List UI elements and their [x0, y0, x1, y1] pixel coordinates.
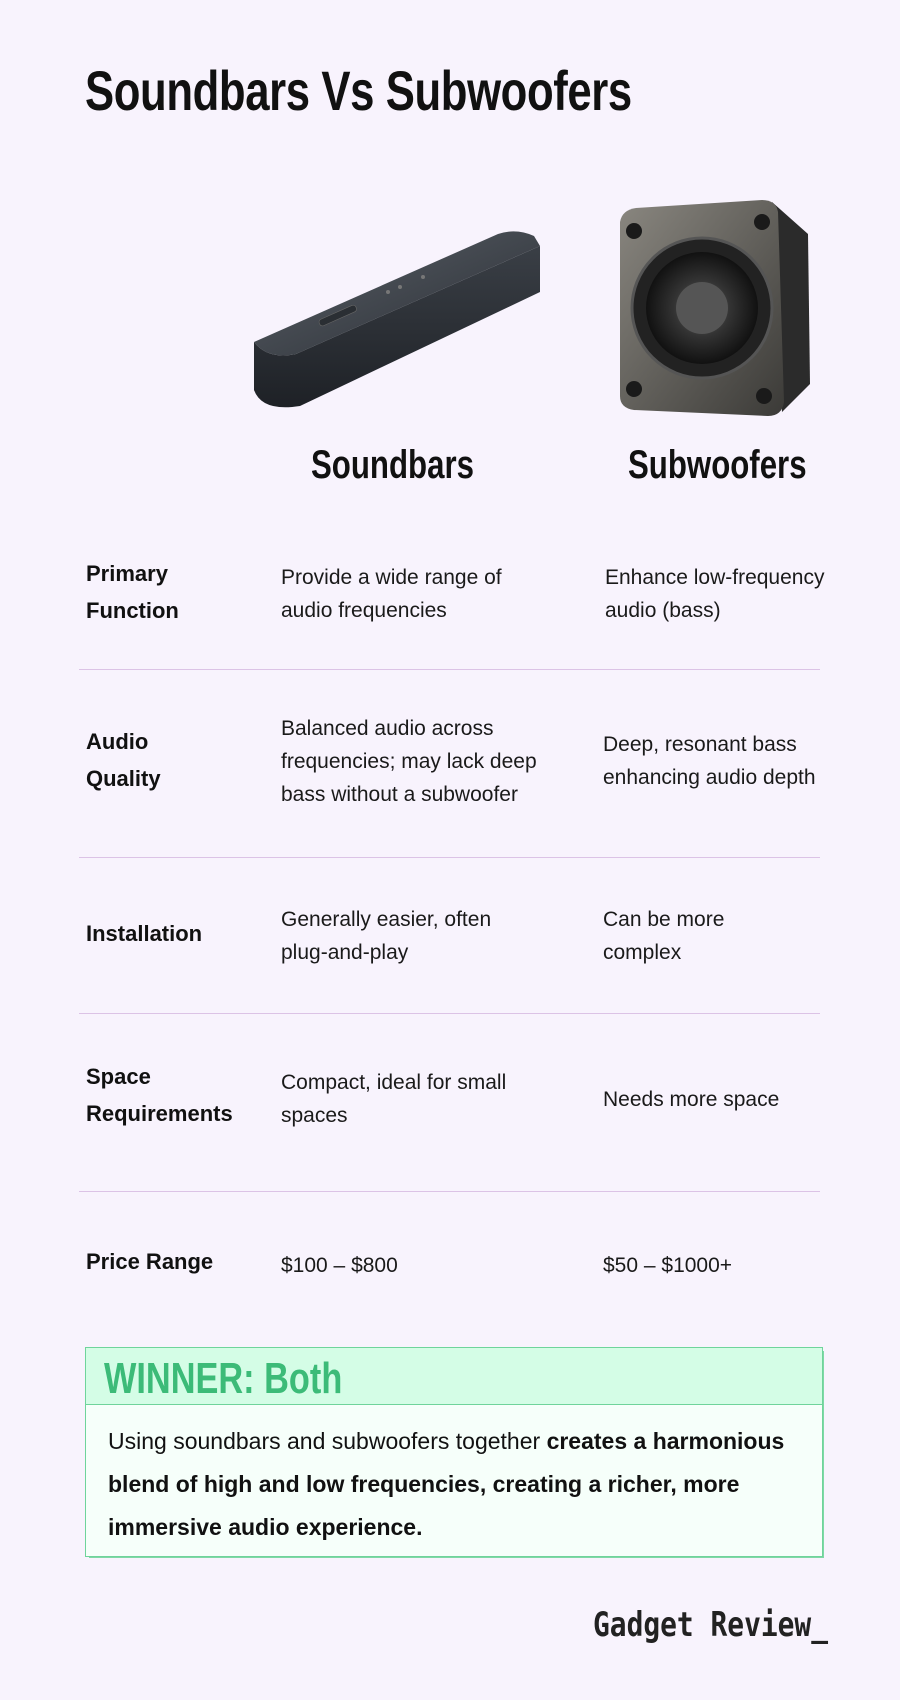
winner-text-regular: Using soundbars and subwoofers together	[108, 1428, 547, 1454]
soundbars-cell: Balanced audio across frequencies; may lack deep bass without a subwoofer	[281, 717, 537, 806]
winner-text	[108, 1420, 808, 1549]
row-label: Audio Quality	[86, 729, 161, 791]
column-header-soundbars: Soundbars	[311, 443, 474, 487]
row-divider	[79, 1013, 820, 1014]
subwoofers-cell: $50 – $1000+	[603, 1254, 733, 1277]
subwoofers-cell: Can be more complex	[603, 908, 725, 964]
winner-title: WINNER: Both	[104, 1354, 343, 1403]
soundbar-image	[248, 222, 548, 417]
subwoofers-cell: Enhance low-frequency audio (bass)	[605, 566, 825, 622]
soundbars-cell: Generally easier, often plug-and-play	[281, 908, 492, 964]
winner-box	[85, 1347, 824, 1558]
column-header-subwoofers: Subwoofers	[628, 443, 807, 487]
row-label: Installation	[86, 921, 203, 946]
page-title: Soundbars Vs Subwoofers	[85, 59, 632, 122]
subwoofers-cell: Needs more space	[603, 1088, 780, 1111]
row-divider	[79, 857, 820, 858]
soundbars-cell: Provide a wide range of audio frequencies	[281, 566, 502, 622]
row-label: Price Range	[86, 1249, 214, 1274]
soundbars-cell: $100 – $800	[281, 1254, 398, 1277]
soundbars-cell: Compact, ideal for small spaces	[281, 1071, 507, 1127]
row-label: Space Requirements	[86, 1064, 233, 1126]
subwoofers-cell: Deep, resonant bass enhancing audio depth	[603, 733, 816, 789]
row-divider	[79, 669, 820, 670]
row-label: Primary Function	[86, 561, 179, 623]
subwoofer-image	[612, 196, 818, 418]
winner-text-bold: creates a harmonious blend of high and low frequencies, creating a richer, more immersive audio experience.	[108, 1428, 785, 1540]
row-divider	[79, 1191, 820, 1192]
winner-header	[86, 1348, 822, 1405]
gadget-review-logo: Gadget Review_	[593, 1605, 828, 1645]
